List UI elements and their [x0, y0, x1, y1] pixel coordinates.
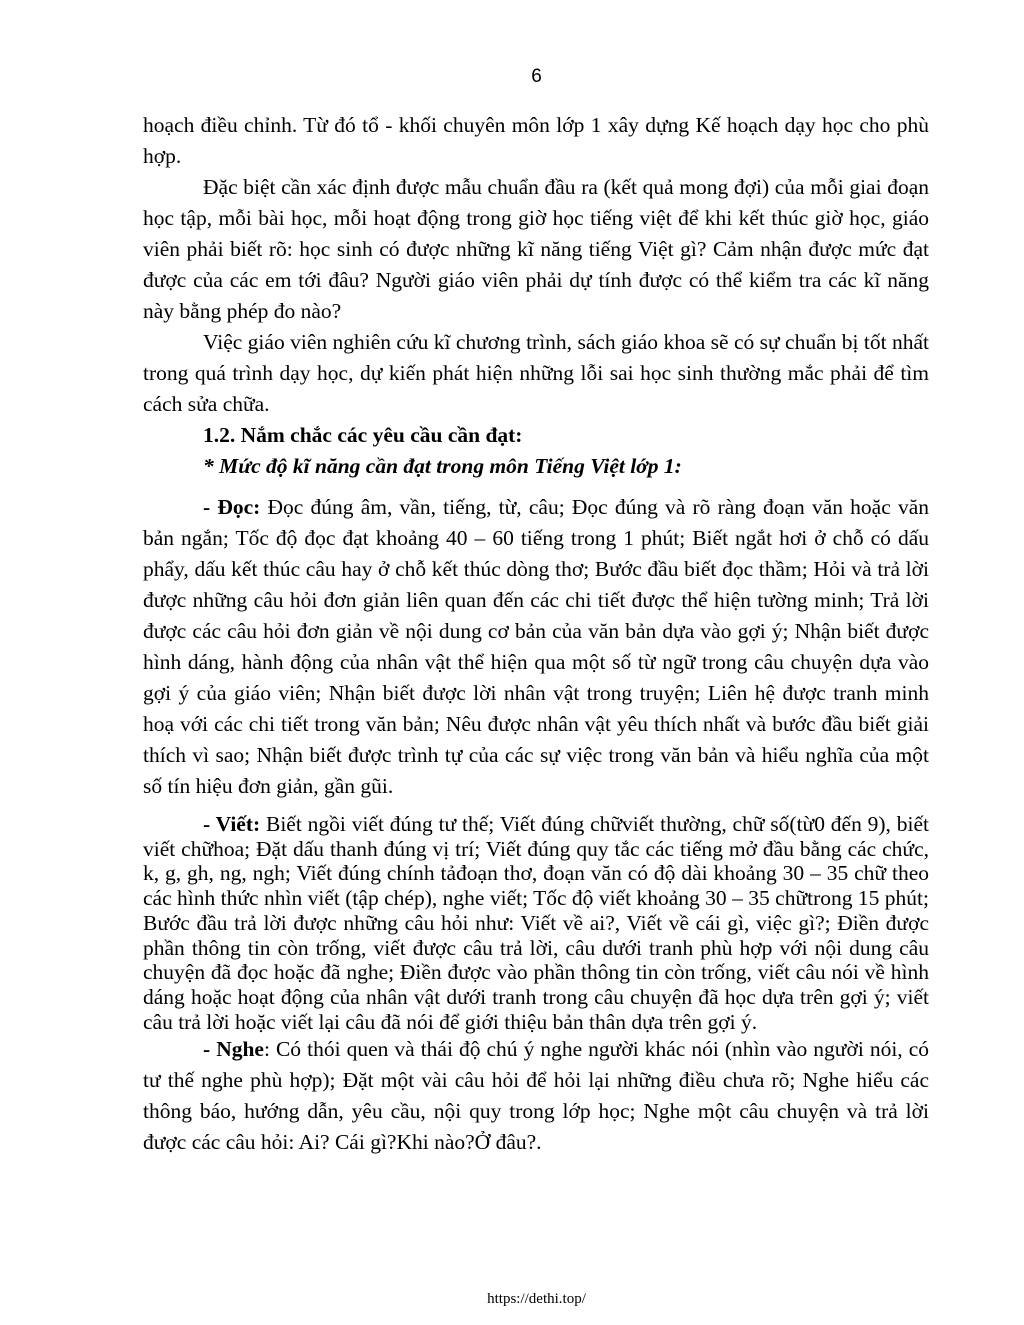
writing-text: Biết ngồi viết đúng tư thế; Viết đúng chữviết thường, chữ số(từ0 đến 9), biết viết chữhoa; Đặt dấu thanh đúng vị trí; Viết đúng quy tắc các tiếng mở đầu bằng các chức, k, g, gh, ng, ngh; Viết đúng chính tảđoạn thơ, đoạn văn có độ dài khoảng 30 – 35 chữ theo các hình thức nhìn viết (tập chép), nghe viết; Tốc độ viết khoảng 30 – 35 chữtrong 15 phút; Bước đầu trả lời được những câu hỏi như: Viết về ai?, Viết về cái gì, việc gì?; Điền được phần thông tin còn trống, viết được câu trả lời, câu dưới tranh phù hợp với nội dung câu chuyện đã đọc hoặc đã nghe; Điền được vào phần thông tin còn trống, viết câu nói về hình dáng hoặc hoạt động của nhân vật dưới tranh trong câu chuyện đã học dựa trên gợi ý; viết câu trả lời hoặc viết lại câu đã nói để giới thiệu bản thân dựa trên gợi ý.	[143, 812, 930, 1034]
paragraph-output-standard: Đặc biệt cần xác định được mẫu chuẩn đầu ra (kết quả mong đợi) của mỗi giai đoạn học tập, mỗi bài học, mỗi hoạt động trong giờ học tiếng việt để khi kết thúc giờ học, giáo viên phải biết rõ: học sinh có được những kĩ năng tiếng Việt gì? Cảm nhận được mức đạt được của các em tới đâu? Người giáo viên phải dự tính được có thể kiểm tra các kĩ năng này bằng phép đo nào?	[143, 175, 929, 323]
listening-label: - Nghe	[203, 1037, 264, 1062]
reading-label: - Đọc:	[203, 495, 261, 519]
reading-text: Đọc đúng âm, vần, tiếng, từ, câu; Đọc đúng và rõ ràng đoạn văn hoặc văn bản ngắn; Tốc độ đọc đạt khoảng 40 – 60 tiếng trong 1 phút; Biết ngắt hơi ở chỗ có dấu phẩy, dấu kết thúc câu hay ở chỗ kết thúc dòng thơ; Bước đầu biết đọc thầm; Hỏi và trả lời được những câu hỏi đơn giản liên quan đến các chi tiết được thể hiện tường minh; Trả lời được các câu hỏi đơn giản về nội dung cơ bản của văn bản dựa vào gợi ý; Nhận biết được hình dáng, hành động của nhân vật thể hiện qua một số từ ngữ trong câu chuyện dựa vào gợi ý của giáo viên; Nhận biết được lời nhân vật trong truyện; Liên hệ được tranh minh hoạ với các chi tiết trong văn bản; Nêu được nhân vật yêu thích nhất và bước đầu biết giải thích vì sao; Nhận biết được trình tự của các sự việc trong văn bản và hiểu nghĩa của một số tín hiệu đơn giản, gần gũi.	[143, 495, 929, 798]
document-body	[143, 110, 929, 1158]
listening-text: : Có thói quen và thái độ chú ý nghe người khác nói (nhìn vào người nói, có tư thế nghe phù hợp); Đặt một vài câu hỏi để hỏi lại những điều chưa rõ; Nghe hiểu các thông báo, hướng dẫn, yêu cầu, nội quy trong lớp học; Nghe một câu chuyện và trả lời được các câu hỏi: Ai? Cái gì?Khi nào?Ở đâu?.	[143, 1037, 929, 1155]
section-heading: 1.2. Nắm chắc các yêu cầu cần đạt:	[203, 423, 523, 447]
paragraph-reading-skill	[143, 492, 929, 802]
paragraph-listening-skill	[143, 1034, 929, 1158]
page-number: 6	[531, 66, 542, 87]
paragraph-writing-skill	[143, 812, 929, 1034]
paragraph-continuation: hoạch điều chỉnh. Từ đó tổ - khối chuyên môn lớp 1 xây dựng Kế hoạch dạy học cho phù hợp.	[143, 113, 929, 168]
footer-url: https://dethi.top/	[487, 1291, 586, 1307]
writing-label: - Viết:	[203, 812, 261, 836]
paragraph-curriculum-study: Việc giáo viên nghiên cứu kĩ chương trình, sách giáo khoa sẽ có sự chuẩn bị tốt nhất trong quá trình dạy học, dự kiến phát hiện những lỗi sai học sinh thường mắc phải để tìm cách sửa chữa.	[143, 330, 929, 416]
subsection-heading: * Mức độ kĩ năng cần đạt trong môn Tiếng Việt lớp 1:	[203, 454, 682, 478]
